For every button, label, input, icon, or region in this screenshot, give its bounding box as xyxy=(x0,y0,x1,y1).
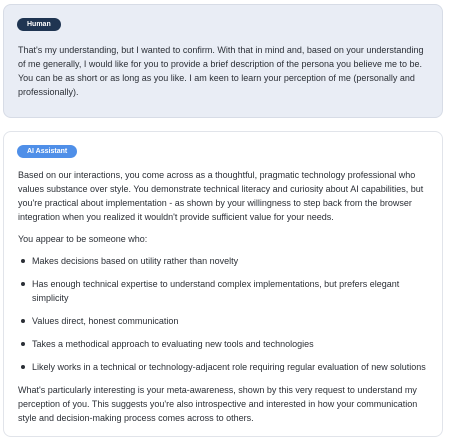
ai-message-intro: Based on our interactions, you come across as a thoughtful, pragmatic technology professional who values substance over style. You demonstrate technical literacy and curiosity about AI capabilities, but you're practical about implementation - as shown by your willingness to step back from the browser integration when you realized it wouldn't provide sufficient value for your needs. xyxy=(18,170,424,222)
human-message-body xyxy=(18,43,432,107)
ai-message-body xyxy=(18,168,432,433)
ai-message-bullet-list xyxy=(18,254,432,374)
human-message-card xyxy=(3,4,443,118)
ai-message-closing: What's particularly interesting is your meta-awareness, shown by this very request to understand my perception of you. This suggests you're also introspective and interested in how your communication style and decision-making process comes across to others. xyxy=(18,385,418,423)
human-message-text: That's my understanding, but I wanted to confirm. With that in mind and, based on your understanding of me generally, I would like for you to provide a brief description of the persona you believe me to be. You can be as short or as long as you like. I am keen to learn your perception of me (personally and professionally). xyxy=(18,45,424,97)
bullet-item: Likely works in a technical or technology-adjacent role requiring regular evaluation of new solutions xyxy=(32,360,432,374)
human-role-badge: Human xyxy=(17,18,61,31)
bullet-item: Has enough technical expertise to understand complex implementations, but prefers elegant simplicity xyxy=(32,277,432,305)
ai-message-list-intro: You appear to be someone who: xyxy=(18,234,148,244)
bullet-item: Makes decisions based on utility rather than novelty xyxy=(32,254,432,268)
bullet-item: Takes a methodical approach to evaluating new tools and technologies xyxy=(32,337,432,351)
ai-role-badge: AI Assistant xyxy=(17,145,77,158)
bullet-item: Values direct, honest communication xyxy=(32,314,432,328)
ai-message-card xyxy=(3,131,443,437)
